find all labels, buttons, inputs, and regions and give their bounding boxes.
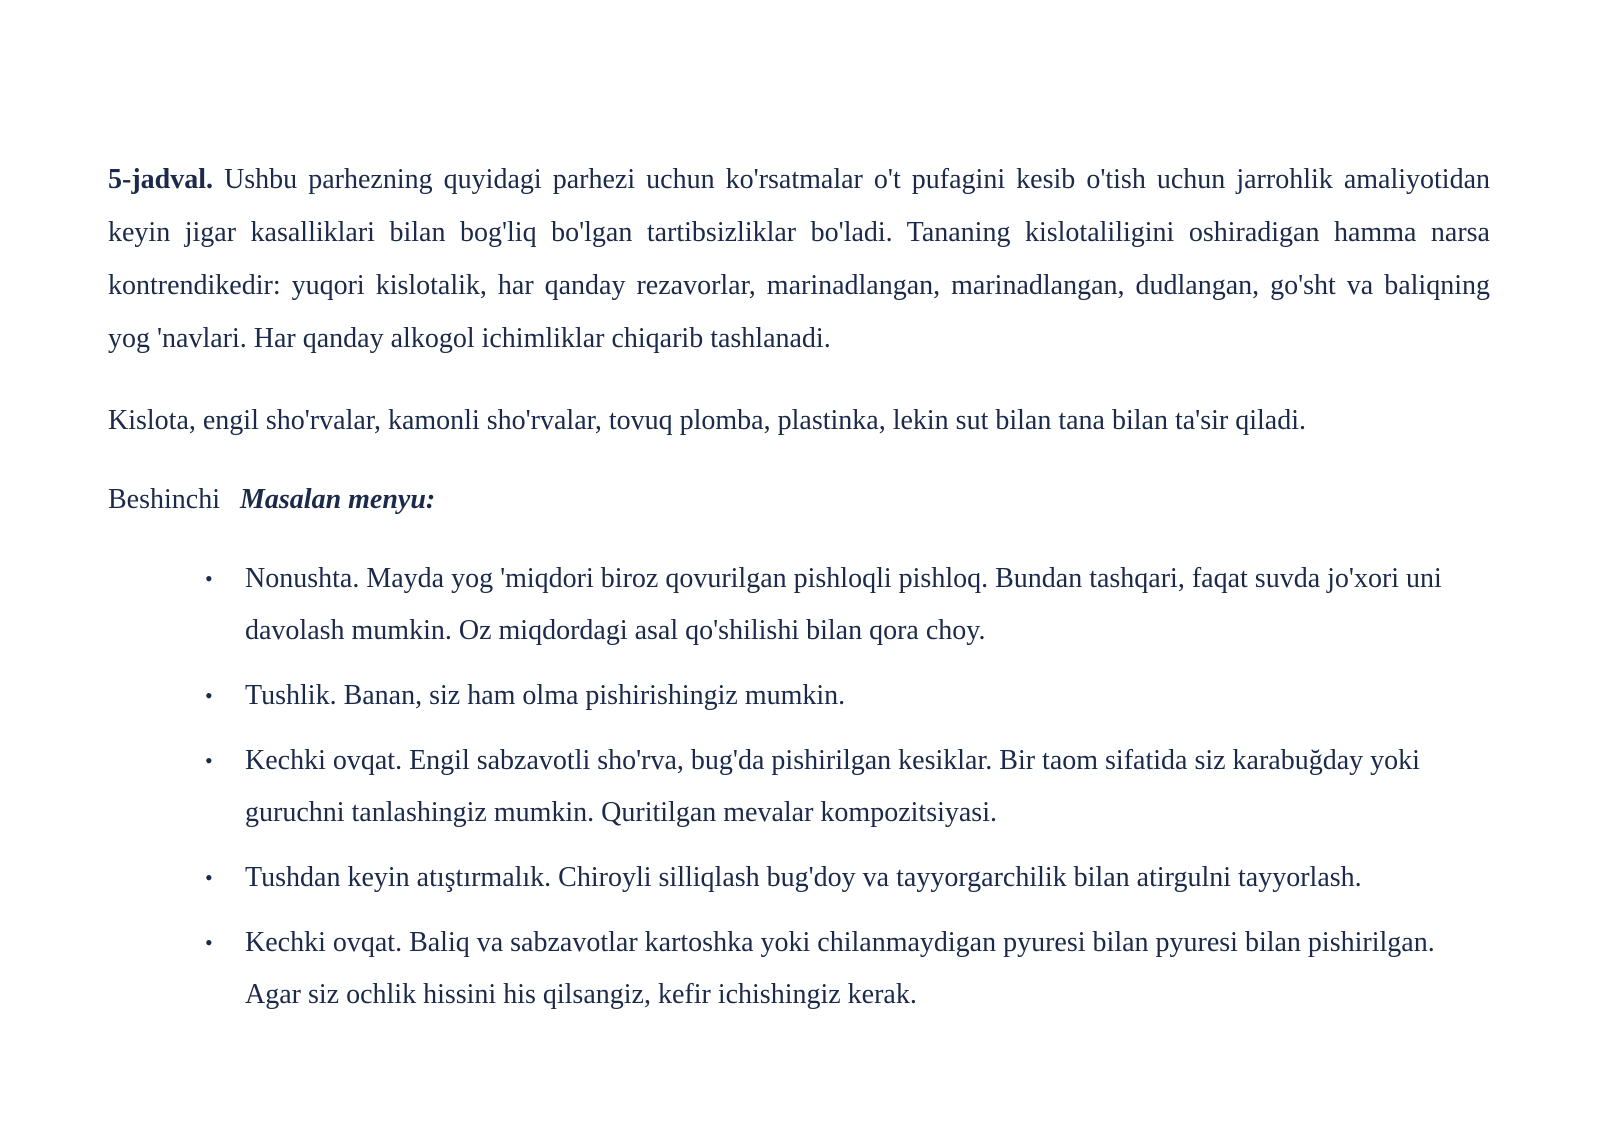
bullet-icon: • — [205, 566, 213, 591]
menu-item-text: Kechki ovqat. Baliq va sabzavotlar kartoshka yoki chilanmaydigan pyuresi bilan pyuresi bilan pishirilgan. Agar siz ochlik hissini his qilsangiz, kefir ichishingiz kerak. — [245, 927, 1435, 1010]
intro-paragraph — [108, 153, 1490, 365]
menu-item-breakfast — [108, 553, 1490, 657]
document-page — [108, 153, 1490, 1034]
menu-item-afternoon-snack — [108, 852, 1490, 904]
menu-heading-title: Masalan menyu: — [240, 484, 436, 515]
menu-item-text: Tushdan keyin atıştırmalık. Chiroyli silliqlash bug'doy va tayyorgarchilik bilan atirgulni tayyorlash. — [245, 862, 1362, 893]
bullet-icon: • — [205, 930, 213, 955]
bullet-icon: • — [205, 865, 213, 890]
menu-heading — [108, 473, 1490, 526]
menu-heading-prefix: Beshinchi — [108, 484, 220, 515]
bullet-icon: • — [205, 748, 213, 773]
menu-list — [108, 553, 1490, 1021]
menu-item-text: Tushlik. Banan, siz ham olma pishirishingiz mumkin. — [245, 680, 846, 711]
table-reference: 5-jadval. — [108, 164, 213, 195]
acid-paragraph: Kislota, engil sho'rvalar, kamonli sho'rvalar, tovuq plomba, plastinka, lekin sut bilan tana bilan ta'sir qiladi. — [108, 405, 1306, 436]
menu-item-text: Nonushta. Mayda yog 'miqdori biroz qovurilgan pishloqli pishloq. Bundan tashqari, faqat suvda jo'xori uni davolash mumkin. Oz miqdordagi asal qo'shilishi bilan qora choy. — [245, 563, 1442, 646]
bullet-icon: • — [205, 683, 213, 708]
menu-item-dinner — [108, 735, 1490, 839]
menu-item-evening-meal — [108, 917, 1490, 1021]
intro-text: Ushbu parhezning quyidagi parhezi uchun ko'rsatmalar o't pufagini kesib o'tish uchun jarrohlik amaliyotidan keyin jigar kasalliklari bilan bog'liq bo'lgan tartibsizliklar bo'ladi. Tananing kislotaliligini oshiradigan hamma narsa kontrendikedir: yuqori kislotalik, har qanday rezavorlar, marinadlangan, marinadlangan, dudlangan, go'sht va baliqning yog 'navlari. Har qanday alkogol ichimliklar chiqarib tashlanadi. — [108, 164, 1491, 354]
menu-item-lunch — [108, 670, 1490, 722]
menu-item-text: Kechki ovqat. Engil sabzavotli sho'rva, bug'da pishirilgan kesiklar. Bir taom sifatida siz karabuğday yoki guruchni tanlashingiz mumkin. Quritilgan mevalar kompozitsiyasi. — [245, 745, 1420, 828]
